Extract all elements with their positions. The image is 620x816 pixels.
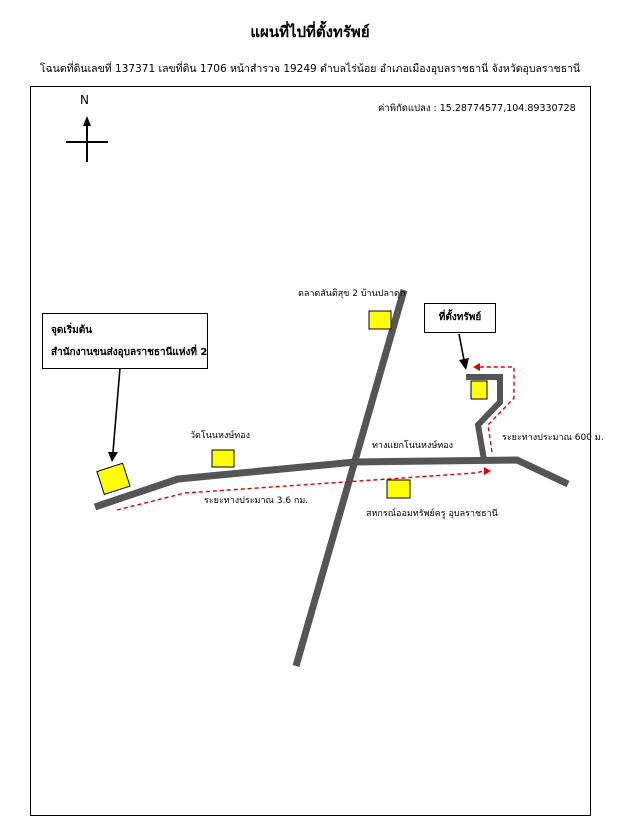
property-marker xyxy=(471,381,487,399)
deed-description: โฉนดที่ดินเลขที่ 137371 เลขที่ดิน 1706 หน้าสำรวจ 19249 ตำบลไร่น้อย อำเภอเมืองอุบลราชธานี จังหวัดอุบลราชธานี xyxy=(39,63,581,75)
property-pointer-arrow xyxy=(459,334,469,370)
route-arrow-main xyxy=(484,467,491,475)
start-pointer-arrow xyxy=(108,368,120,462)
main-distance-label: ระยะทางประมาณ 3.6 กม. xyxy=(204,496,309,506)
coop-label: สหกรณ์ออมทรัพย์ครู อุบลราชธานี xyxy=(366,509,498,519)
junction-label: ทางแยกโนนหงษ์ทอง xyxy=(372,441,454,451)
temple-marker xyxy=(212,450,234,467)
start-marker xyxy=(97,463,130,494)
north-arrow-icon xyxy=(66,116,108,162)
start-point-title: จุดเริ่มต้น xyxy=(51,325,93,336)
property-callout: ที่ตั้งทรัพย์ xyxy=(424,303,496,333)
start-point-name: สำนักงานขนส่งอุบลราชธานีแห่งที่ 2 xyxy=(51,347,208,358)
start-point-callout xyxy=(42,313,208,369)
route-arrow-branch xyxy=(473,363,480,371)
market-label: ตลาดสันติสุข 2 บ้านปลาดุก xyxy=(298,289,406,299)
temple-label: วัดโนนหงษ์ทอง xyxy=(190,431,251,441)
page-title: แผนที่ไปที่ตั้งทรัพย์ xyxy=(250,23,370,41)
coop-marker xyxy=(387,480,410,498)
market-marker xyxy=(369,311,391,329)
north-label: N xyxy=(80,93,89,107)
coordinates-label: ค่าพิกัดแปลง : 15.28774577,104.89330728 xyxy=(378,103,576,114)
crossing-road xyxy=(296,290,404,666)
main-road xyxy=(95,460,568,507)
branch-distance-label: ระยะทางประมาณ 600 ม. xyxy=(502,433,604,443)
